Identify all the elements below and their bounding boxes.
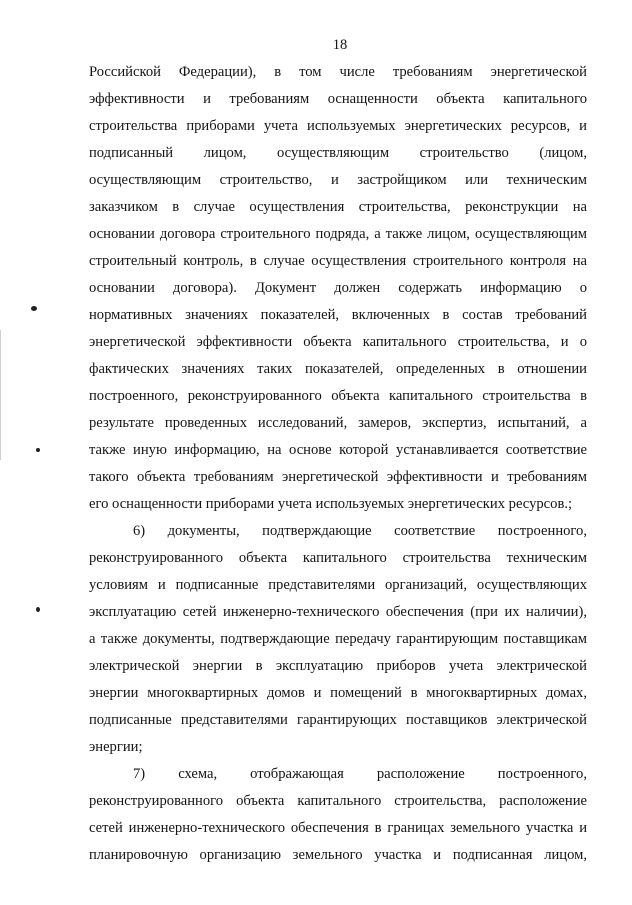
text-line: энергии многоквартирных домов и помещений в многоквартирных домах,	[89, 685, 587, 701]
text-line: 7) схема, отображающая расположение построенного,	[133, 766, 587, 782]
text-line: реконструированного объекта капитального строительства техническим	[89, 550, 587, 566]
text-line: строительный контроль, в случае осуществления строительного контроля на	[89, 253, 587, 269]
text-line: основании договора строительного подряда, а также лицом, осуществляющим	[89, 226, 587, 242]
text-line: такого объекта требованиям энергетической эффективности и требованиям	[89, 469, 587, 485]
text-line: подписанные представителями гарантирующих поставщиков электрической	[89, 712, 587, 728]
text-line: подписанный лицом, осуществляющим строительство (лицом,	[89, 145, 587, 161]
text-line: нормативных значениях показателей, включенных в состав требований	[89, 307, 587, 323]
paragraph-item-6	[89, 518, 587, 761]
scan-edge-shadow	[0, 330, 1, 460]
text-line: Российской Федерации), в том числе требованиям энергетической	[89, 64, 587, 80]
text-line: реконструированного объекта капитального строительства, расположение	[89, 793, 587, 809]
text-line: фактических значениях таких показателей, определенных в отношении	[89, 361, 587, 377]
text-line: а также документы, подтверждающие передачу гарантирующим поставщикам	[89, 631, 587, 647]
text-line: сетей инженерно-технического обеспечения в границах земельного участка и	[89, 820, 587, 836]
text-line: условиям и подписанные представителями организаций, осуществляющих	[89, 577, 587, 593]
scan-speck	[36, 607, 40, 612]
text-line: энергетической эффективности объекта капитального строительства, и о	[89, 334, 587, 350]
text-line: основании договора). Документ должен содержать информацию о	[89, 280, 587, 296]
text-line: эффективности и требованиям оснащенности объекта капитального	[89, 91, 587, 107]
text-line: его оснащенности приборами учета используемых энергетических ресурсов.;	[89, 496, 573, 512]
paragraph-energy-efficiency	[89, 59, 587, 518]
text-line: планировочную организацию земельного участка и подписанная лицом,	[89, 847, 587, 863]
text-line: строительства приборами учета используемых энергетических ресурсов, и	[89, 118, 587, 134]
text-line: электрической энергии в эксплуатацию приборов учета электрической	[89, 658, 587, 674]
text-line: 6) документы, подтверждающие соответствие построенного,	[133, 523, 587, 539]
scan-speck	[36, 448, 40, 452]
paragraph-item-7	[89, 761, 587, 869]
scan-speck	[31, 306, 37, 311]
document-body	[89, 59, 587, 869]
text-line: осуществляющим строительство, и застройщиком или техническим	[89, 172, 587, 188]
text-line: энергии;	[89, 739, 143, 755]
text-line: результате проведенных исследований, замеров, экспертиз, испытаний, а	[89, 415, 587, 431]
text-line: эксплуатацию сетей инженерно-технического обеспечения (при их наличии),	[89, 604, 587, 620]
text-line: построенного, реконструированного объекта капитального строительства в	[89, 388, 587, 404]
text-line: также иную информацию, на основе которой устанавливается соответствие	[89, 442, 587, 458]
page-number: 18	[332, 37, 348, 53]
text-line: заказчиком в случае осуществления строительства, реконструкции на	[89, 199, 587, 215]
